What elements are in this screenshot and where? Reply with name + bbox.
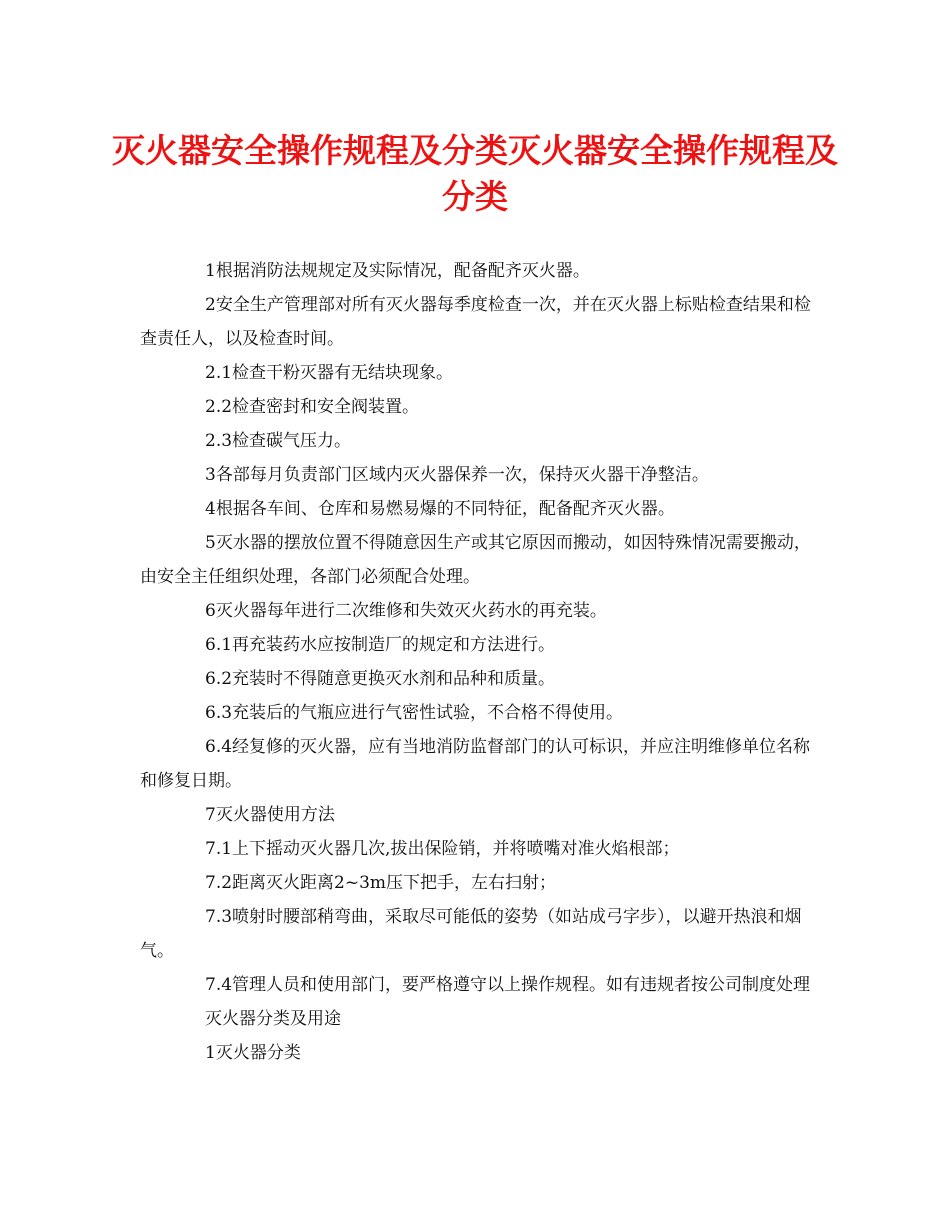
paragraph: 7.3喷射时腰部稍弯曲，采取尽可能低的姿势（如站成弓字步），以避开热浪和烟气。 xyxy=(140,907,802,961)
paragraph: 2.1检查干粉灭器有无结块现象。 xyxy=(205,363,454,383)
paragraph: 2.2检查密封和安全阀装置。 xyxy=(205,397,420,417)
paragraph: 1根据消防法规规定及实际情况，配备配齐灭火器。 xyxy=(205,261,590,281)
paragraph: 7.2距离灭火距离2~3m压下把手，左右扫射； xyxy=(205,873,557,893)
paragraph: 6.2充装时不得随意更换灭水剂和品种和质量。 xyxy=(205,669,556,689)
document-title: 灭火器安全操作规程及分类灭火器安全操作规程及分类 xyxy=(112,131,838,216)
paragraph: 1灭火器分类 xyxy=(205,1043,301,1063)
paragraph: 6.1再充装药水应按制造厂的规定和方法进行。 xyxy=(205,635,556,655)
paragraph: 灭火器分类及用途 xyxy=(205,1009,341,1029)
paragraph: 3各部每月负责部门区域内灭火器保养一次，保持灭火器干净整洁。 xyxy=(205,465,709,485)
paragraph: 5灭水器的摆放位置不得随意因生产或其它原因而搬动，如因特殊情况需要搬动，由安全主任组织处理，各部门必须配合处理。 xyxy=(140,533,811,587)
paragraph: 4根据各车间、仓库和易燃易爆的不同特征，配备配齐灭火器。 xyxy=(205,499,675,519)
paragraph: 2安全生产管理部对所有灭火器每季度检查一次，并在灭火器上标贴检查结果和检查责任人，以及检查时间。 xyxy=(140,295,811,349)
paragraph: 7灭火器使用方法 xyxy=(205,805,335,825)
paragraph: 7.4管理人员和使用部门，要严格遵守以上操作规程。如有违规者按公司制度处理 xyxy=(205,975,811,995)
paragraph: 7.1上下摇动灭火器几次,拔出保险销，并将喷嘴对准火焰根部； xyxy=(205,839,680,859)
paragraph: 6.3充装后的气瓶应进行气密性试验，不合格不得使用。 xyxy=(205,703,624,723)
document-body xyxy=(140,254,812,1070)
paragraph: 6.4经复修的灭火器，应有当地消防监督部门的认可标识，并应注明维修单位名称和修复日期。 xyxy=(140,737,811,791)
paragraph: 6灭火器每年进行二次维修和失效灭火药水的再充装。 xyxy=(205,601,607,621)
paragraph: 2.3检查碳气压力。 xyxy=(205,431,352,451)
